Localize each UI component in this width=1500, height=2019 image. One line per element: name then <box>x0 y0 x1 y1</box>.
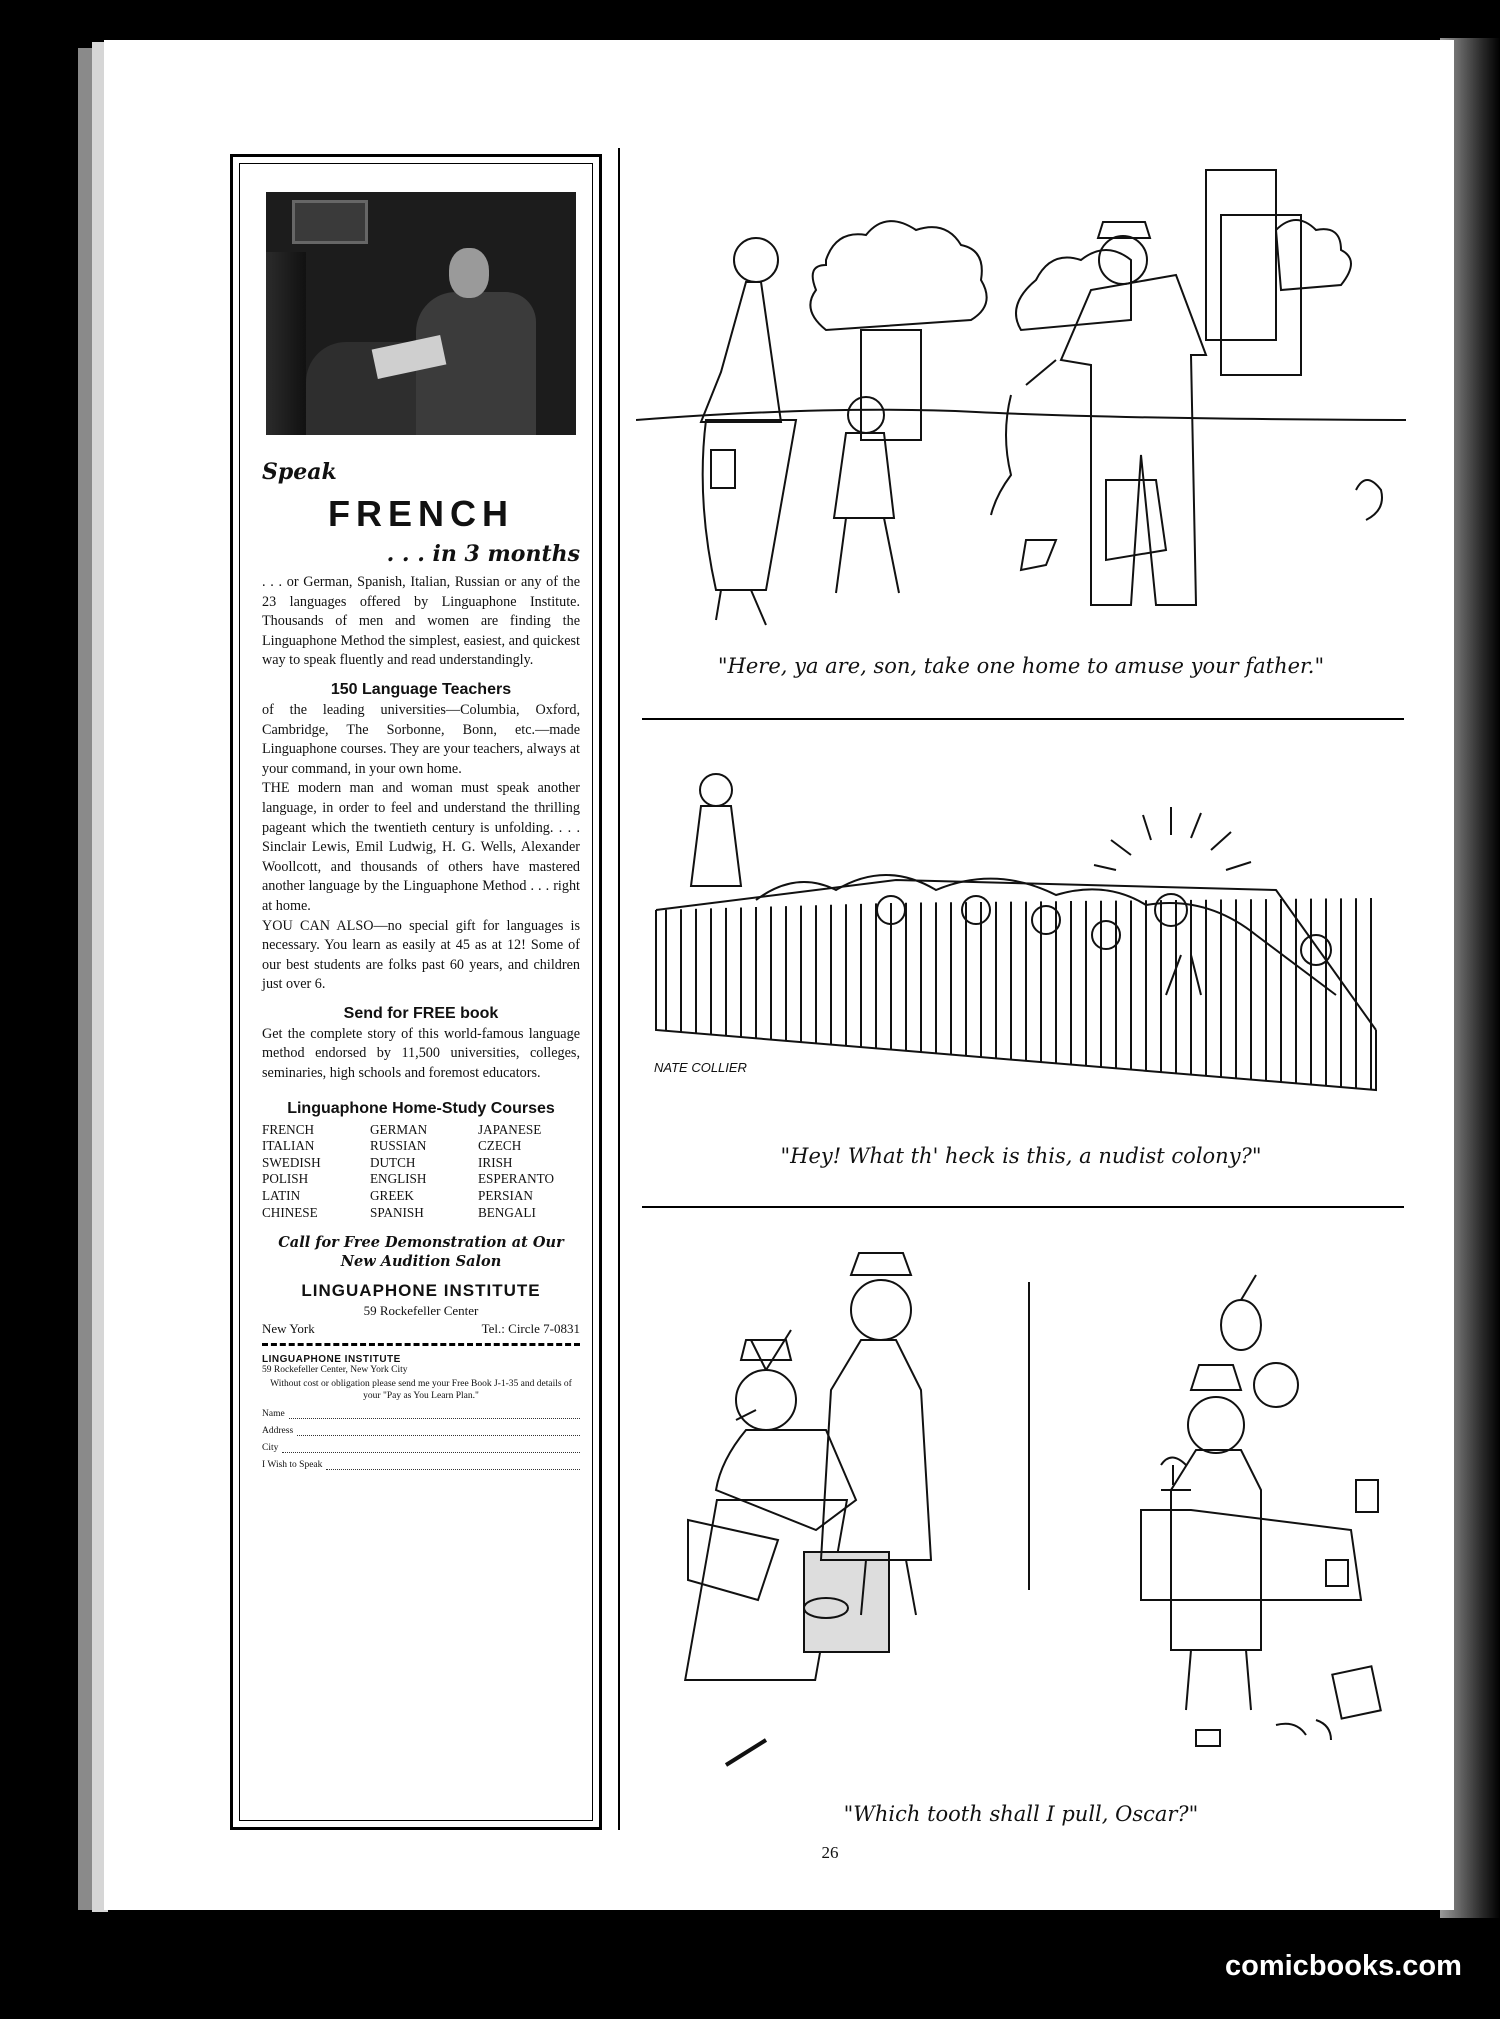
coupon-title: LINGUAPHONE INSTITUTE <box>262 1354 401 1366</box>
course-item: CHINESE <box>262 1204 318 1220</box>
cartoon1-caption: "Here, ya are, son, take one home to amuse your father." <box>717 654 1325 678</box>
coupon-field-city[interactable] <box>262 1443 580 1453</box>
course-item: ESPERANTO <box>478 1171 554 1187</box>
coupon-field-line[interactable] <box>297 1426 580 1436</box>
course-item: ENGLISH <box>370 1171 427 1187</box>
ad-city-row <box>262 1321 580 1337</box>
course-item: SWEDISH <box>262 1154 321 1170</box>
coupon-field-label: Address <box>262 1426 294 1437</box>
coupon-cut-line <box>262 1343 580 1346</box>
course-item: LATIN <box>262 1188 301 1204</box>
coupon-field-language[interactable] <box>262 1460 580 1470</box>
photo-man-head <box>449 248 489 298</box>
cartoon-park-illustration <box>636 150 1406 640</box>
ad-city: New York <box>262 1321 315 1337</box>
ad-free-heading: Send for FREE book <box>343 1004 499 1022</box>
cartoon2-signature: NATE COLLIER <box>654 1060 747 1075</box>
course-item: CZECH <box>478 1138 522 1154</box>
cartoon-kitchen-illustration <box>636 1250 1406 1790</box>
course-item: DUTCH <box>370 1154 416 1170</box>
ad-also-text: YOU CAN ALSO—no special gift for languages is necessary. You learn as easily at 45 as at 12! Some of our best students are folks past 60 years, and children just over 6. <box>262 917 580 993</box>
cartoon2-caption: "Hey! What th' heck is this, a nudist colony?" <box>780 1144 1262 1168</box>
course-item: PERSIAN <box>478 1188 533 1204</box>
coupon-body: Without cost or obligation please send me your Free Book J-1-35 and details of your "Pay as You Learn Plan." <box>270 1379 572 1401</box>
cartoon-nursery-illustration <box>636 760 1406 1130</box>
cartoon-divider <box>642 1206 1404 1208</box>
ad-duration: . . . in 3 months <box>386 541 580 567</box>
course-item: FRENCH <box>262 1121 315 1137</box>
course-item: RUSSIAN <box>370 1138 427 1154</box>
coupon-field-line[interactable] <box>282 1443 580 1453</box>
column-divider <box>618 148 620 1830</box>
ad-teachers-text: of the leading universities—Columbia, Oxford, Cambridge, The Sorbonne, Bonn, etc.—made Linguaphone courses. They are your teachers, always at your command, in your own home. <box>262 701 580 777</box>
coupon-field-line[interactable] <box>289 1409 580 1419</box>
coupon-field-label: Name <box>262 1409 285 1420</box>
ad-courses-heading: Linguaphone Home-Study Courses <box>287 1099 555 1117</box>
watermark: comicbooks.com <box>1225 1950 1462 1982</box>
coupon-field-label: City <box>262 1443 279 1454</box>
ad-intro: . . . or German, Spanish, Italian, Russian or any of the 23 languages offered by Linguaphone Institute. Thousands of men and women are finding the Linguaphone Method the simplest, easiest, and quickest way to speak fluently and read understandingly. <box>262 574 580 669</box>
cartoon3-caption: "Which tooth shall I pull, Oscar?" <box>843 1802 1199 1826</box>
course-item: JAPANESE <box>478 1121 542 1137</box>
coupon-field-name[interactable] <box>262 1409 580 1419</box>
course-item: GREEK <box>370 1188 414 1204</box>
coupon-field-label: I Wish to Speak <box>262 1460 323 1471</box>
course-item: GERMAN <box>370 1121 428 1137</box>
photo-picture-frame <box>292 200 368 244</box>
scan-edge <box>78 48 92 1910</box>
ad-institute: LINGUAPHONE INSTITUTE <box>301 1281 541 1301</box>
course-item: IRISH <box>478 1154 513 1170</box>
ad-phone: Tel.: Circle 7-0831 <box>481 1321 580 1337</box>
ad-inner-border <box>239 163 593 1821</box>
ad-language: FRENCH <box>328 493 514 534</box>
ad-teachers-heading: 150 Language Teachers <box>330 680 512 698</box>
ad-course-list <box>262 1122 580 1222</box>
course-item: BENGALI <box>478 1204 536 1220</box>
course-item: POLISH <box>262 1171 309 1187</box>
ad-demo: Call for Free Demonstration at Our New Audition Salon <box>278 1234 564 1271</box>
ad-free-text: Get the complete story of this world-famous language method endorsed by 11,500 universities, colleges, seminaries, high schools and foremost educators. <box>262 1025 580 1082</box>
cartoon-divider <box>642 718 1404 720</box>
ad-photo <box>266 192 576 435</box>
coupon-address: 59 Rockefeller Center, New York City <box>262 1365 408 1376</box>
ad-address: 59 Rockefeller Center <box>363 1303 479 1319</box>
page-number: 26 <box>821 1843 839 1862</box>
linguaphone-ad <box>230 154 602 1830</box>
coupon-field-address[interactable] <box>262 1426 580 1436</box>
course-item: ITALIAN <box>262 1138 315 1154</box>
ad-copy <box>262 459 580 1470</box>
ad-modern-text: THE modern man and woman must speak another language, in order to feel and understand the thrilling pageant which the twentieth century is unfolding. . . . Sinclair Lewis, Emil Ludwig, H. G. Wells, Alexander Woollcott, and thousands of others have mastered another language by the Linguaphone Method . . . right at home. <box>262 780 580 914</box>
ad-speak: Speak <box>262 459 337 485</box>
photo-shadow <box>266 252 306 435</box>
coupon-field-line[interactable] <box>326 1460 580 1470</box>
course-item: SPANISH <box>370 1204 424 1220</box>
